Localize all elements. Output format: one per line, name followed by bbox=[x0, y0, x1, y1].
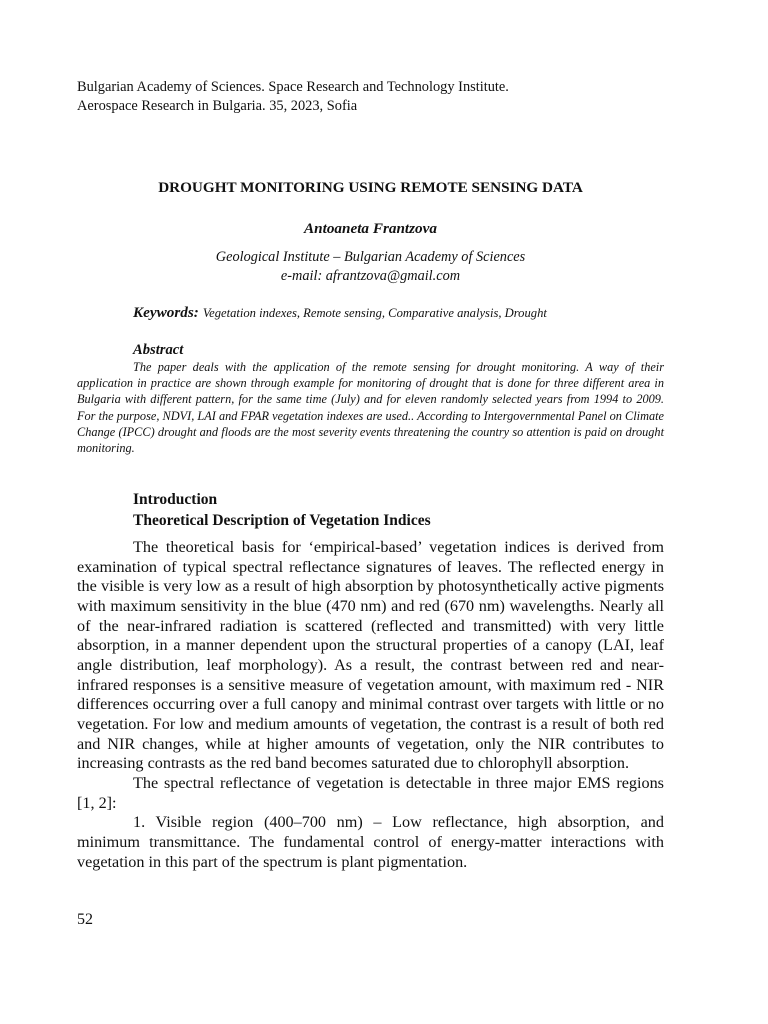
body-paragraph: 1. Visible region (400–700 nm) – Low reflectance, high absorption, and minimum transmittance. The fundamental control of energy-matter interactions with vegetation in this part of the spectrum is plant pigmentation. bbox=[77, 813, 664, 871]
body-paragraph: The theoretical basis for ‘empirical-based’ vegetation indices is derived from examination of typical spectral reflectance signatures of leaves. The reflected energy in the visible is very low as a result of high absorption by photosynthetically active pigments with maximum sensitivity in the blue (470 nm) and red (670 nm) wavelengths. Nearly all of the near-infrared radiation is scattered (reflected and transmitted) with very little absorption, in a manner dependent upon the structural properties of a canopy (LAI, leaf angle distribution, leaf morphology). As a result, the contrast between red and near-infrared responses is a sensitive measure of vegetation amount, with maximum red - NIR differences occurring over a full canopy and minimal contrast over targets with little or no vegetation. For low and medium amounts of vegetation, the contrast is a result of both red and NIR changes, while at higher amounts of vegetation, only the NIR contributes to increasing contrasts as the red band becomes saturated due to chlorophyll absorption. bbox=[77, 538, 664, 773]
journal-header-line-2: Aerospace Research in Bulgaria. 35, 2023, Sofia bbox=[77, 98, 358, 114]
body-paragraph: The spectral reflectance of vegetation is detectable in three major EMS regions [1, 2]: bbox=[77, 773, 664, 812]
body-text bbox=[77, 538, 664, 872]
journal-header bbox=[77, 78, 677, 116]
section-heading-theory: Theoretical Description of Vegetation Indices bbox=[133, 511, 431, 529]
page-number: 52 bbox=[77, 911, 93, 928]
keywords-text: Vegetation indexes, Remote sensing, Comparative analysis, Drought bbox=[202, 306, 547, 320]
keywords-line bbox=[133, 303, 673, 323]
affiliation-email: e-mail: afrantzova@gmail.com bbox=[280, 268, 461, 284]
abstract-text: The paper deals with the application of the remote sensing for drought monitoring. A way of their application in practice are shown through example for monitoring of drought that is done for three different area in Bulgaria with different pattern, for the same time (July) and for eleven randomly selected years from 1994 to 2009. For the purpose, NDVI, LAI and FPAR vegetation indexes are used.. According to Intergovernmental Panel on Climate Change (IPCC) drought and floods are the most severity events threatening the country so attention is paid on drought monitoring. bbox=[77, 360, 664, 456]
journal-header-line-1: Bulgarian Academy of Sciences. Space Research and Technology Institute. bbox=[77, 79, 509, 95]
affiliation-block bbox=[77, 248, 664, 286]
affiliation-institute: Geological Institute – Bulgarian Academy of Sciences bbox=[215, 249, 526, 265]
paper-title: DROUGHT MONITORING USING REMOTE SENSING DATA bbox=[158, 179, 583, 196]
section-heading-introduction: Introduction bbox=[133, 491, 218, 508]
abstract-heading: Abstract bbox=[133, 342, 184, 358]
keywords-label: Keywords: bbox=[133, 304, 199, 321]
author-name: Antoaneta Frantzova bbox=[304, 220, 437, 237]
section-headings bbox=[133, 490, 431, 531]
